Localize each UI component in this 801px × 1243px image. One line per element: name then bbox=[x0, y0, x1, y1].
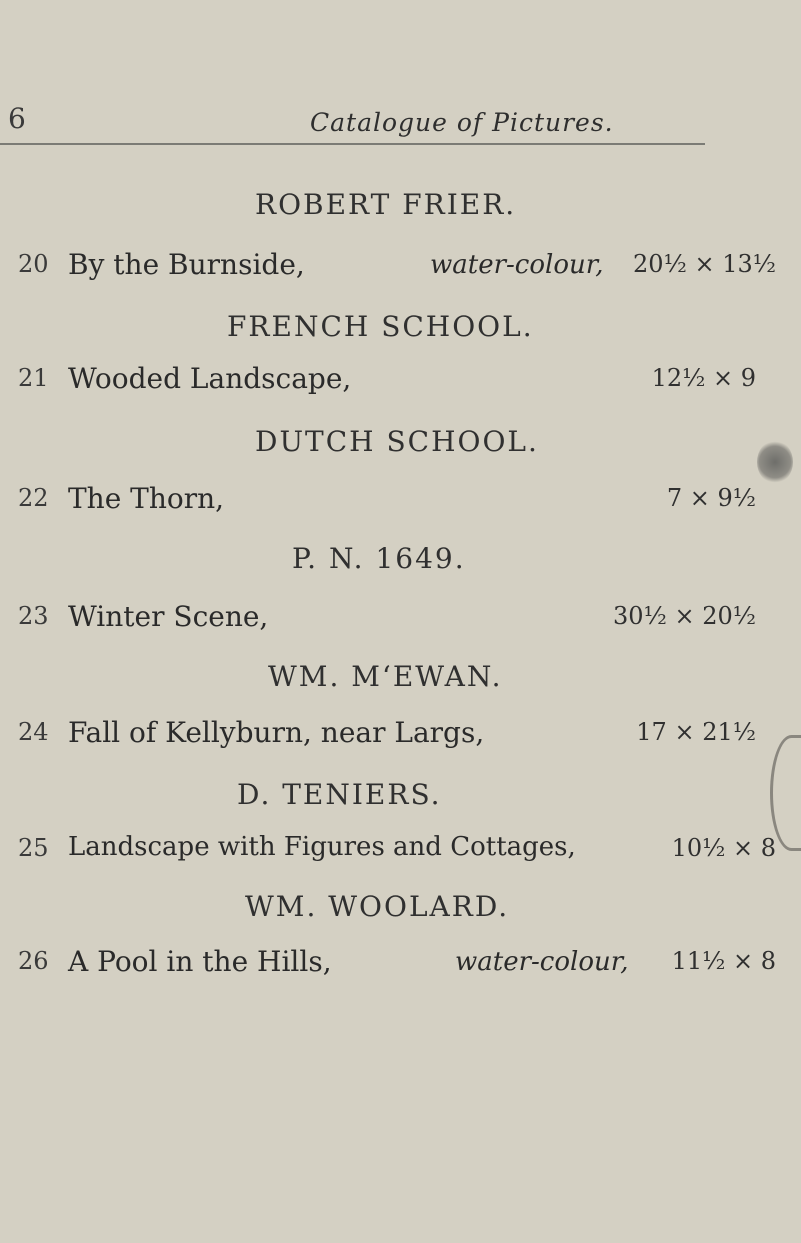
artist-heading: P. N. 1649. bbox=[292, 542, 466, 575]
artist-heading: FRENCH SCHOOL. bbox=[227, 310, 534, 343]
header-rule bbox=[0, 143, 705, 145]
entry-title: A Pool in the Hills, bbox=[68, 945, 332, 978]
catalogue-entry bbox=[0, 600, 801, 636]
catalogue-entry bbox=[0, 945, 801, 981]
artist-heading: ROBERT FRIER. bbox=[255, 188, 517, 221]
entry-title: The Thorn, bbox=[68, 482, 225, 515]
entry-dimensions: 10½ × 8 bbox=[671, 834, 776, 862]
artist-heading: WM. WOOLARD. bbox=[245, 890, 510, 923]
entry-number: 26 bbox=[18, 947, 49, 975]
entry-number: 20 bbox=[18, 250, 49, 278]
entry-dimensions: 12½ × 9 bbox=[651, 364, 756, 392]
entry-dimensions: 11½ × 8 bbox=[671, 947, 776, 975]
entry-number: 24 bbox=[18, 718, 49, 746]
page-header bbox=[0, 100, 801, 140]
entry-number: 22 bbox=[18, 484, 49, 512]
catalogue-entry bbox=[0, 362, 801, 398]
entry-title: Winter Scene, bbox=[68, 600, 269, 633]
entry-dimensions: 17 × 21½ bbox=[636, 718, 756, 746]
paper-stain bbox=[757, 440, 793, 484]
entry-dimensions: 30½ × 20½ bbox=[613, 602, 756, 630]
running-title: Catalogue of Pictures. bbox=[310, 108, 614, 137]
artist-heading: DUTCH SCHOOL. bbox=[255, 425, 539, 458]
entry-title: Landscape with Figures and Cottages, bbox=[68, 832, 576, 862]
entry-title: Wooded Landscape, bbox=[68, 362, 352, 395]
page-number: 6 bbox=[8, 102, 26, 135]
artist-heading: WM. M‘EWAN. bbox=[268, 660, 503, 693]
entry-title: Fall of Kellyburn, near Largs, bbox=[68, 716, 485, 749]
catalogue-entry bbox=[0, 716, 801, 752]
catalogue-entry bbox=[0, 832, 801, 868]
entry-number: 23 bbox=[18, 602, 49, 630]
entry-dimensions: 7 × 9½ bbox=[666, 484, 756, 512]
entry-medium: water-colour, bbox=[455, 947, 629, 977]
entry-number: 21 bbox=[18, 364, 49, 392]
catalogue-entry bbox=[0, 248, 801, 284]
entry-number: 25 bbox=[18, 834, 49, 862]
entry-dimensions: 20½ × 13½ bbox=[633, 250, 776, 278]
entry-title: By the Burnside, bbox=[68, 248, 305, 281]
entry-medium: water-colour, bbox=[430, 250, 604, 280]
catalogue-entry bbox=[0, 482, 801, 518]
artist-heading: D. TENIERS. bbox=[237, 778, 442, 811]
